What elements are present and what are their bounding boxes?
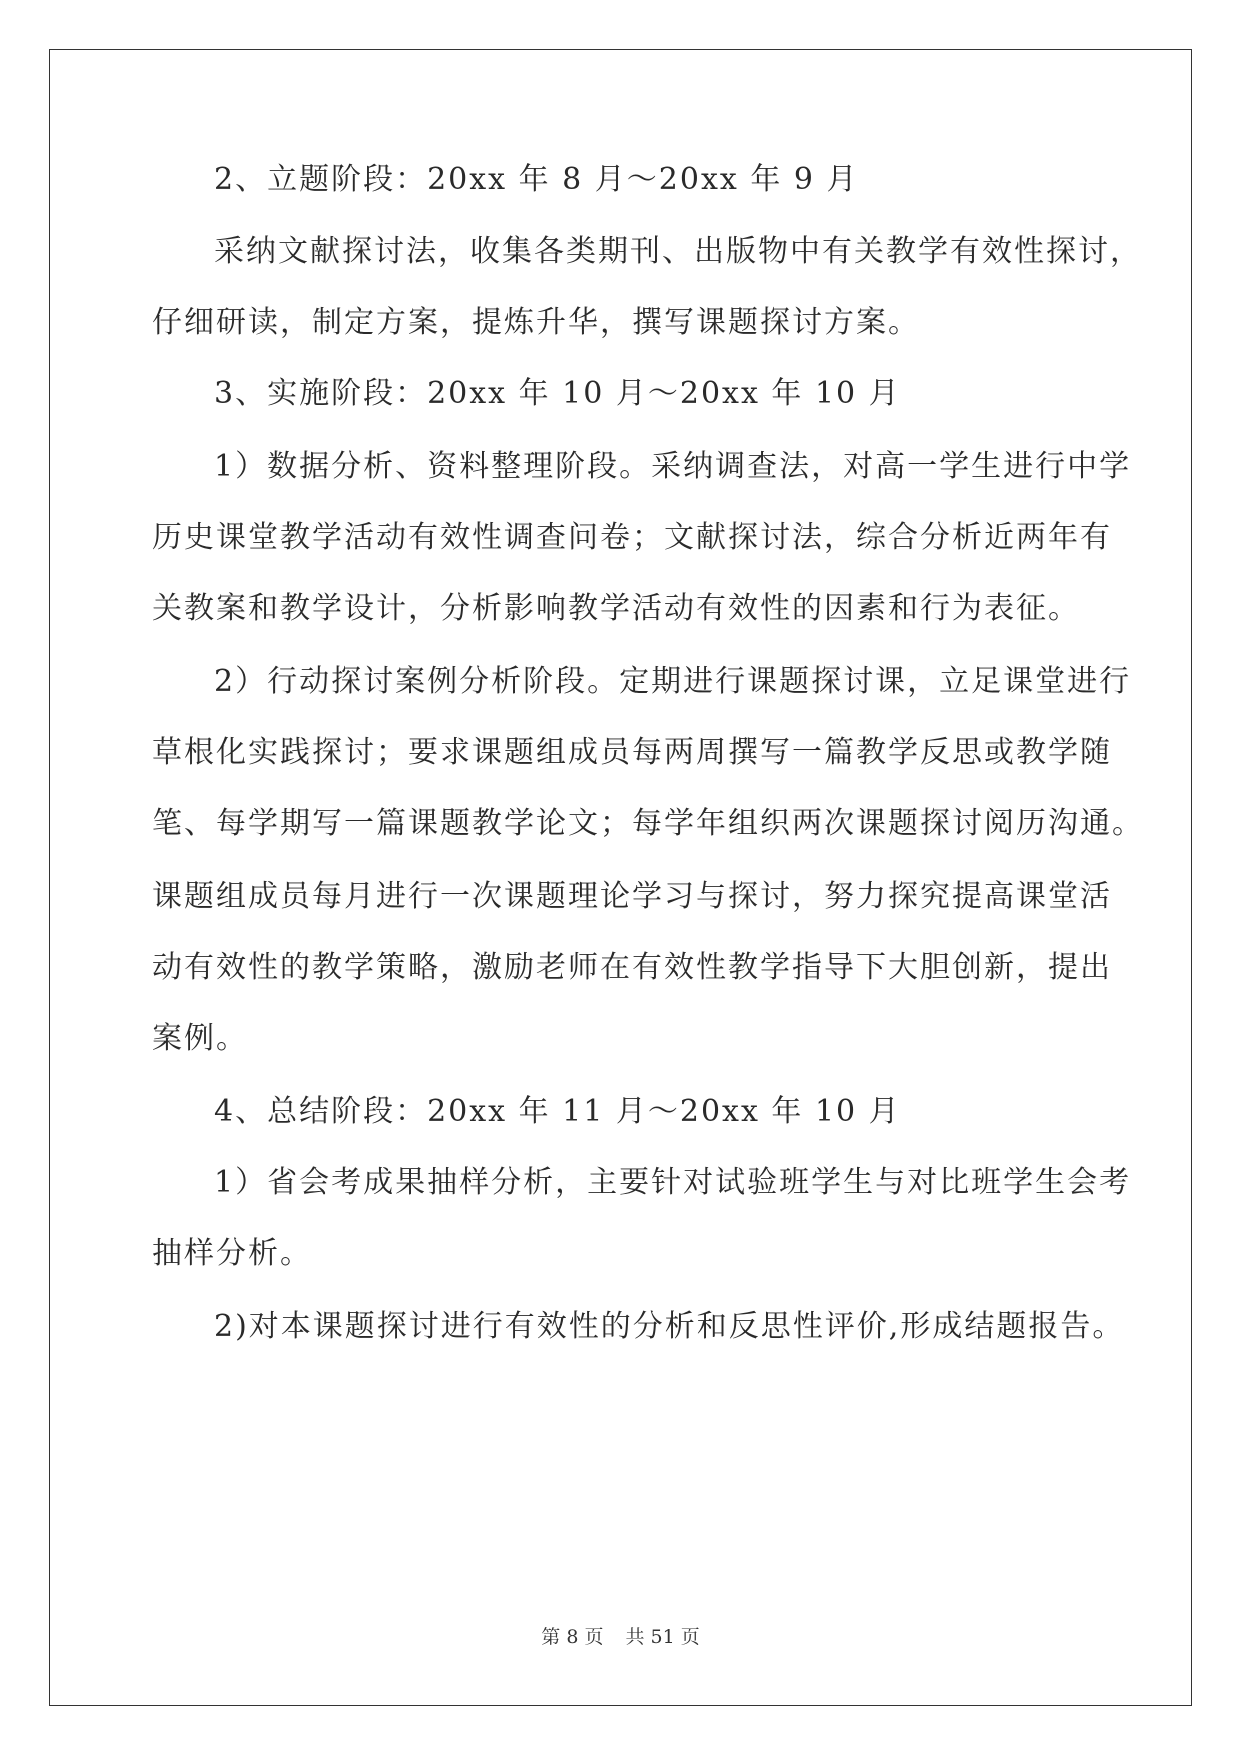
paragraph-line: 2)对本课题探讨进行有效性的分析和反思性评价,形成结题报告。 [214,1309,1125,1344]
paragraph-line: 案例。 [152,1021,248,1056]
paragraph-line: 采纳文献探讨法，收集各类期刊、出版物中有关教学有效性探讨， [214,234,1142,269]
section-heading-2: 2、立题阶段：20xx 年 8 月～20xx 年 9 月 [214,162,859,197]
page-total: 共 51 页 [625,1626,700,1648]
paragraph-line: 仔细研读，制定方案，提炼升华，撰写课题探讨方案。 [152,305,920,340]
paragraph-line: 关教案和教学设计，分析影响教学活动有效性的因素和行为表征。 [152,591,1080,626]
paragraph-line: 课题组成员每月进行一次课题理论学习与探讨，努力探究提高课堂活 [152,879,1112,914]
section-heading-3: 3、实施阶段：20xx 年 10 月～20xx 年 10 月 [214,376,901,411]
paragraph-line: 动有效性的教学策略，激励老师在有效性教学指导下大胆创新，提出 [152,950,1112,985]
paragraph-line: 1）数据分析、资料整理阶段。采纳调查法，对高一学生进行中学 [214,449,1132,484]
paragraph-line: 草根化实践探讨；要求课题组成员每两周撰写一篇教学反思或教学随 [152,735,1112,770]
paragraph-line: 1）省会考成果抽样分析，主要针对试验班学生与对比班学生会考 [214,1165,1132,1200]
page-footer [0,1625,1241,1649]
section-heading-4: 4、总结阶段：20xx 年 11 月～20xx 年 10 月 [214,1094,901,1129]
paragraph-line: 历史课堂教学活动有效性调查问卷；文献探讨法，综合分析近两年有 [152,520,1112,555]
paragraph-line: 抽样分析。 [152,1236,312,1271]
paragraph-line: 2）行动探讨案例分析阶段。定期进行课题探讨课，立足课堂进行 [214,664,1132,699]
paragraph-line: 笔、每学期写一篇课题教学论文；每学年组织两次课题探讨阅历沟通。 [152,806,1144,841]
page-number: 第 8 页 [541,1626,604,1648]
